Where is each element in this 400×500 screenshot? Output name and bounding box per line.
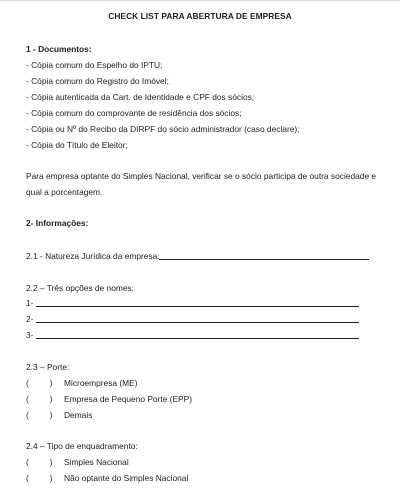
nome-opcao-2-label: 2- bbox=[26, 314, 34, 324]
document-item: - Cópia comum do Espelho do IPTU; bbox=[26, 60, 163, 70]
nome-opcao-1-label: 1- bbox=[26, 298, 34, 308]
nome-opcoes-label: 2.2 – Três opções de nomes: bbox=[26, 283, 135, 293]
porte-label: 2.3 – Porte: bbox=[26, 362, 70, 372]
document-item: - Cópia ou Nº do Recibo da DIRPF do sócio administrador (caso declare); bbox=[26, 124, 300, 134]
checkbox-blank[interactable]: ( ) bbox=[26, 410, 53, 420]
enquadramento-label: 2.4 – Tipo de enquadramento: bbox=[26, 441, 138, 451]
simples-note-line-1: Para empresa optante do Simples Nacional, verificar se o sócio participa de outra sociedade e bbox=[26, 171, 377, 181]
nome-opcao-3-blank-line[interactable] bbox=[36, 338, 359, 339]
enquadramento-option-label: Simples Nacional bbox=[64, 457, 129, 467]
porte-option[interactable] bbox=[26, 410, 92, 420]
porte-option-label: Microempresa (ME) bbox=[64, 378, 138, 388]
nome-opcao-3-label: 3- bbox=[26, 330, 34, 340]
porte-option[interactable] bbox=[26, 394, 192, 404]
nome-opcao-1-blank-line[interactable] bbox=[36, 306, 359, 307]
enquadramento-option[interactable] bbox=[26, 473, 188, 483]
document-item: - Cópia comum do Registro do Imóvel; bbox=[26, 76, 169, 86]
checkbox-blank[interactable]: ( ) bbox=[26, 457, 53, 467]
checkbox-blank[interactable]: ( ) bbox=[26, 394, 53, 404]
natureza-juridica-blank-line[interactable] bbox=[159, 259, 369, 260]
document-item: - Cópia comum do comprovante de residência dos sócios; bbox=[26, 108, 242, 118]
section-informacoes-heading: 2- Informações: bbox=[26, 218, 89, 228]
document-item: - Cópia do Título de Eleitor; bbox=[26, 140, 128, 150]
porte-option-label: Demais bbox=[64, 410, 93, 420]
enquadramento-option[interactable] bbox=[26, 457, 129, 467]
section-documentos-heading: 1 - Documentos: bbox=[26, 44, 92, 54]
porte-option[interactable] bbox=[26, 378, 138, 388]
simples-note-line-2: qual a porcentagem. bbox=[26, 187, 103, 197]
checkbox-blank[interactable]: ( ) bbox=[26, 473, 53, 483]
checkbox-blank[interactable]: ( ) bbox=[26, 378, 53, 388]
porte-option-label: Empresa de Pequeno Porte (EPP) bbox=[64, 394, 193, 404]
document-title: CHECK LIST PARA ABERTURA DE EMPRESA bbox=[108, 11, 292, 21]
natureza-juridica-label: 2.1 - Natureza Jurídica da empresa: bbox=[26, 251, 160, 261]
document-item: - Cópia autenticada da Cart. de Identidade e CPF dos sócios; bbox=[26, 92, 255, 102]
enquadramento-option-label: Não optante do Simples Nacional bbox=[64, 473, 189, 483]
nome-opcao-2-blank-line[interactable] bbox=[36, 322, 359, 323]
